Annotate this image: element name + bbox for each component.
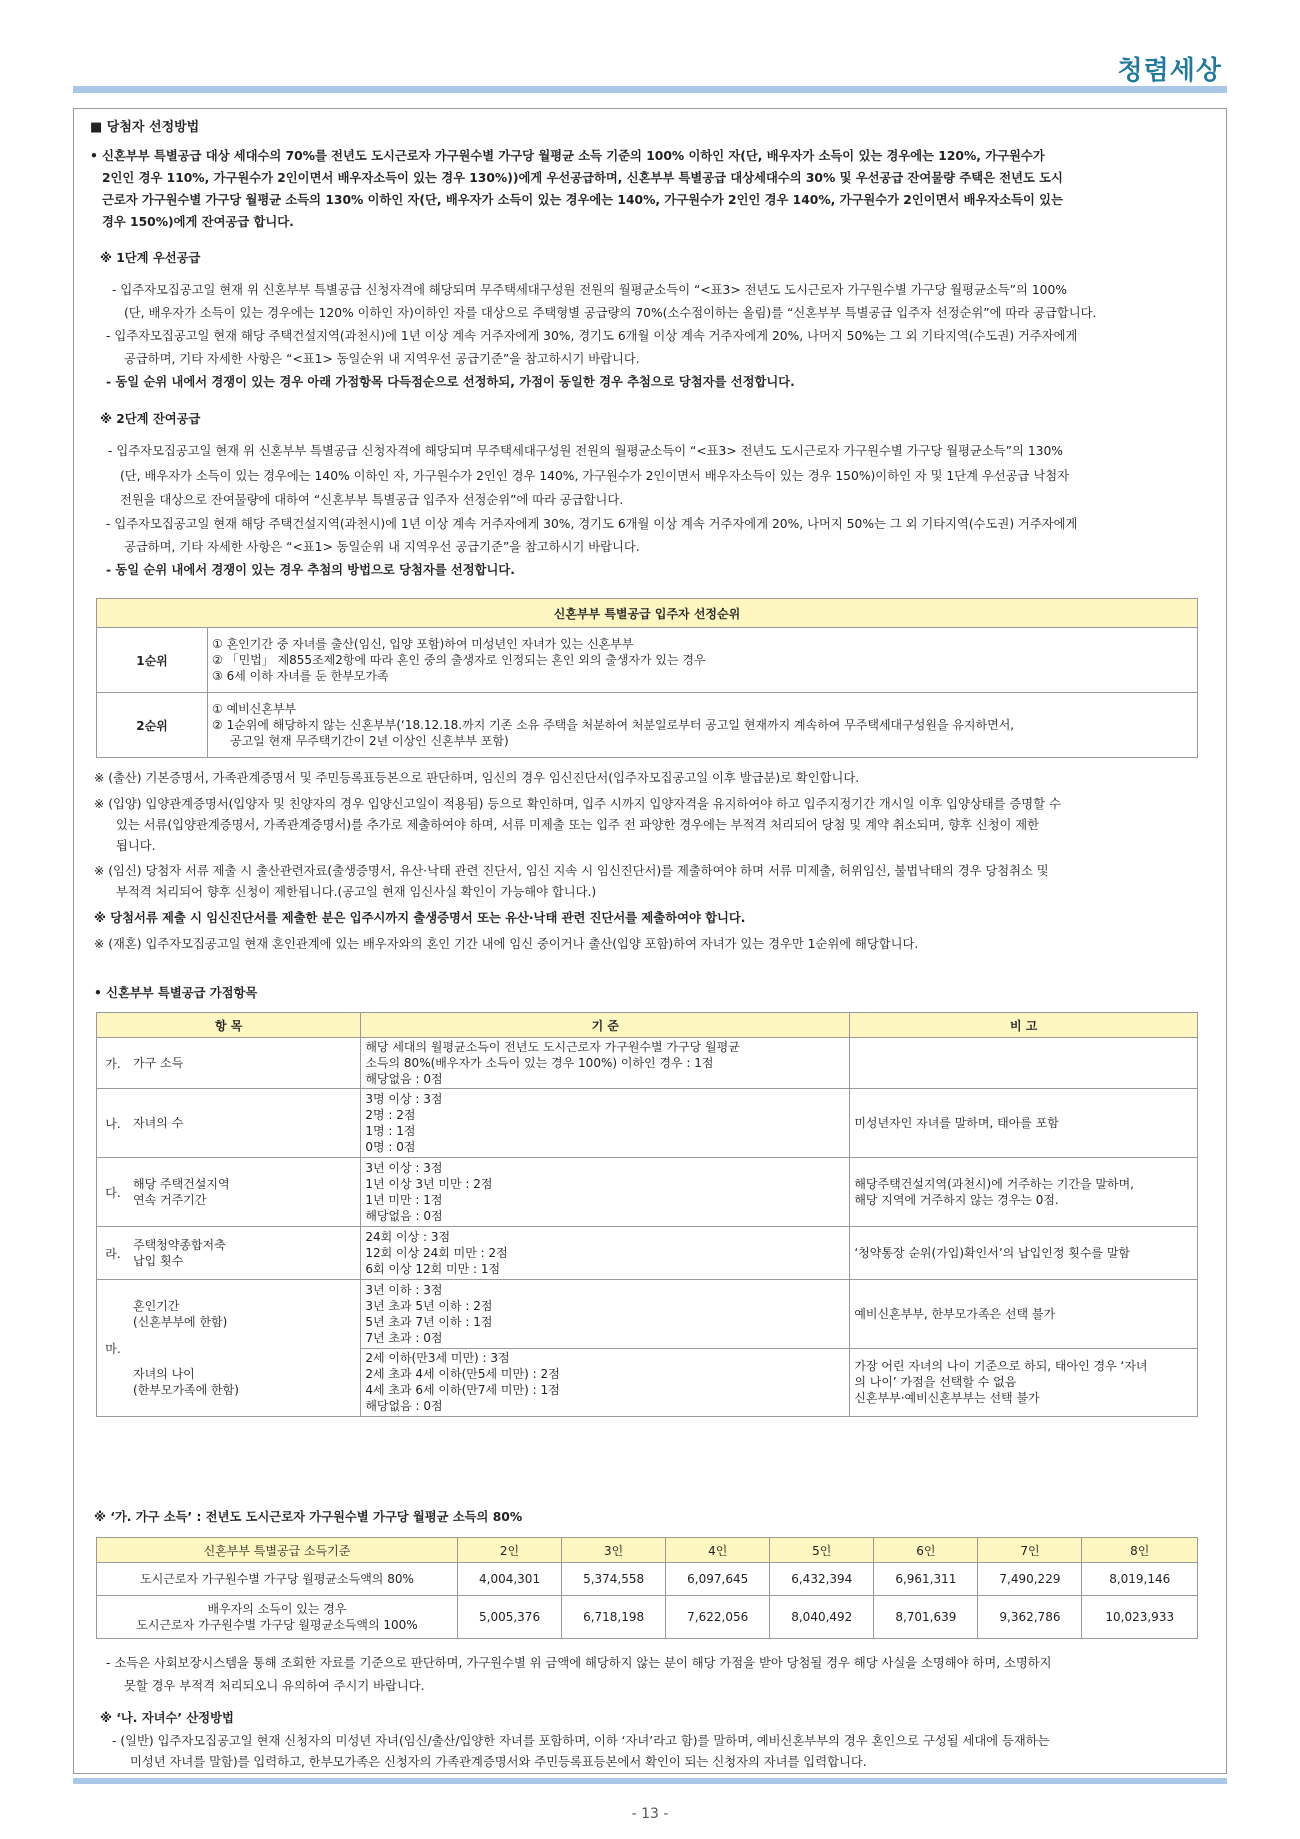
- table-row: [97, 693, 1198, 758]
- rank-label: 2순위: [97, 693, 208, 758]
- item-note: [850, 1280, 1198, 1349]
- table-row: [97, 1280, 1198, 1349]
- table-row: [97, 1158, 1198, 1227]
- item-label: [129, 1089, 361, 1158]
- item-note: [850, 1038, 1198, 1089]
- item-label-text: (신혼부부에 한함): [133, 1315, 228, 1329]
- top-bar: [73, 86, 1227, 93]
- note-line: 미성년자인 자녀를 말하며, 태아를 포함: [854, 1116, 1059, 1130]
- col-header: 비 고: [850, 1013, 1198, 1038]
- item-label: [129, 1038, 361, 1089]
- income-value: 4,004,301: [458, 1563, 562, 1596]
- intro-line: 근로자 가구원수별 가구당 월평균 소득의 130% 이하인 자(단, 배우자가 소득이 있는 경우에는 140%, 가구원수가 2인인 경우 140%, 가구원수가 2인이면서 배우자소득이 있는: [102, 193, 1063, 207]
- rank-item: ③ 6세 이하 자녀를 둔 한부모가족: [212, 669, 389, 683]
- rank-item: ① 혼인기간 중 자녀를 출산(임신, 입양 포함)하여 미성년인 자녀가 있는 신혼부부: [212, 637, 634, 651]
- table-row: [97, 1348, 1198, 1417]
- children-line: 미성년 자녀를 말함)를 입력하고, 한부모가족은 신청자의 가족관계증명서와 주민등록표등본에서 확인이 되는 신청자의 자녀를 입력합니다.: [130, 1755, 867, 1769]
- criteria-line: 해당없음 : 0점: [365, 1209, 443, 1223]
- row-label: [97, 1596, 458, 1639]
- note-line: 해당주택건설지역(과천시)에 거주하는 기간을 말하며,: [854, 1177, 1134, 1191]
- criteria-line: 6회 이상 12회 미만 : 1점: [365, 1262, 501, 1276]
- rank-item: ② 1순위에 해당하지 않는 신혼부부(‘18.12.18.까지 기존 소유 주택을 처분하여 처분일로부터 공고일 현재까지 계속하여 무주택세대구성원을 유지하면서,: [212, 718, 1015, 732]
- stage1-line: 공급하며, 기타 자세한 사항은 “<표1> 동일순위 내 지역우선 공급기준”을 참고하시기 바랍니다.: [124, 352, 640, 366]
- page-number: - 13 -: [631, 1806, 669, 1822]
- item-no: 나.: [97, 1089, 130, 1158]
- points-title: • 신혼부부 특별공급 가점항목: [94, 986, 258, 1000]
- note-line: 부적격 처리되어 향후 신청이 제한됩니다.(공고일 현재 임신사실 확인이 가능해야 합니다.): [116, 885, 597, 899]
- income-value: 6,097,645: [666, 1563, 770, 1596]
- item-note: [850, 1089, 1198, 1158]
- stage2-line: (단, 배우자가 소득이 있는 경우에는 140% 이하인 자, 가구원수가 2인인 경우 140%, 가구원수가 2인이면서 배우자소득이 있는 경우 150%)이하인 자 및 1단계 우선공급 낙첨자: [120, 469, 1069, 483]
- children-title: ※ ‘나. 자녀수’ 산정방법: [100, 1711, 234, 1725]
- col-header: 3인: [562, 1538, 666, 1563]
- item-no: 마.: [97, 1280, 130, 1417]
- rank-items: [208, 693, 1198, 758]
- stage2-line: - 입주자모집공고일 현재 해당 주택건설지역(과천시)에 1년 이상 계속 거주자에게 30%, 경기도 6개월 이상 계속 거주자에게 20%, 나머지 50%는 그 외 기타지역(수도권) 거주자에게: [106, 517, 1078, 531]
- criteria-line: 1명 : 1점: [365, 1124, 416, 1138]
- rank-table-header: 신혼부부 특별공급 입주자 선정순위: [97, 599, 1198, 628]
- item-no: 다.: [97, 1158, 130, 1227]
- col-header: 기 준: [361, 1013, 850, 1038]
- criteria-line: 2명 : 2점: [365, 1108, 416, 1122]
- income-value: 7,490,229: [978, 1563, 1082, 1596]
- stage2-line: 전원을 대상으로 잔여물량에 대하여 “신혼부부 특별공급 입주자 선정순위”에 따라 공급합니다.: [120, 493, 624, 507]
- note-line: ※ 당첨서류 제출 시 임신진단서를 제출한 분은 입주시까지 출생증명서 또는 유산·낙태 관련 진단서를 제출하여야 합니다.: [94, 911, 746, 925]
- stage2-line: - 입주자모집공고일 현재 위 신혼부부 특별공급 신청자격에 해당되며 무주택세대구성원 전원의 월평균소득이 “<표3> 전년도 도시근로자 가구원수별 가구당 월평균소득”의 130%: [108, 444, 1063, 458]
- income-value: 6,432,394: [770, 1563, 874, 1596]
- rank-items: [208, 628, 1198, 693]
- income-title: ※ ‘가. 가구 소득’ : 전년도 도시근로자 가구원수별 가구당 월평균 소득의 80%: [94, 1510, 523, 1524]
- income-value: 8,701,639: [874, 1596, 978, 1639]
- income-value: 8,019,146: [1082, 1563, 1198, 1596]
- item-criteria: [361, 1158, 850, 1227]
- stage2-title: ※ 2단계 잔여공급: [100, 412, 201, 426]
- children-line: - (일반) 입주자모집공고일 현재 신청자의 미성년 자녀(임신/출산/입양한 자녀를 포함하며, 이하 ‘자녀’라고 함)를 말하며, 예비신혼부부의 경우 혼인으로 구성될 세대에 등재하는: [112, 1734, 1050, 1748]
- item-label: [129, 1158, 361, 1227]
- row-label-text: 배우자의 소득이 있는 경우: [207, 1602, 347, 1616]
- table-row: [97, 628, 1198, 693]
- criteria-line: 해당 세대의 월평균소득이 전년도 도시근로자 가구원수별 가구당 월평균: [365, 1040, 740, 1054]
- income-note: - 소득은 사회보장시스템을 통해 조회한 자료를 기준으로 판단하며, 가구원수별 위 금액에 해당하지 않는 분이 해당 가점을 받아 당첨될 경우 해당 사실을 소명해야 하며, 소명하지: [106, 1656, 1052, 1670]
- item-label-text: 주택청약종합저축: [133, 1238, 226, 1252]
- item-label-text: 자녀의 수: [133, 1116, 184, 1130]
- note-line: 예비신혼부부, 한부모가족은 선택 불가: [854, 1306, 1056, 1321]
- criteria-line: 12회 이상 24회 미만 : 2점: [365, 1246, 508, 1260]
- item-note: [850, 1158, 1198, 1227]
- criteria-line: 24회 이상 : 3점: [365, 1230, 451, 1244]
- col-header: 5인: [770, 1538, 874, 1563]
- criteria-line: 해당없음 : 0점: [365, 1072, 443, 1086]
- intro-line: 2인인 경우 110%, 가구원수가 2인이면서 배우자소득이 있는 경우 130%))에게 우선공급하며, 신혼부부 특별공급 대상세대수의 30% 및 우선공급 잔여물량 주택은 전년도 도시: [102, 171, 1063, 185]
- income-value: 6,718,198: [562, 1596, 666, 1639]
- criteria-line: 7년 초과 : 0점: [365, 1330, 443, 1345]
- item-label-text: 연속 거주기간: [133, 1193, 207, 1207]
- stage1-line: - 입주자모집공고일 현재 해당 주택건설지역(과천시)에 1년 이상 계속 거주자에게 30%, 경기도 6개월 이상 계속 거주자에게 20%, 나머지 50%는 그 외 기타지역(수도권) 거주자에게: [106, 329, 1078, 343]
- item-criteria: [361, 1348, 850, 1417]
- intro-line: • 신혼부부 특별공급 대상 세대수의 70%를 전년도 도시근로자 가구원수별 가구당 월평균 소득 기준의 100% 이하인 자(단, 배우자가 소득이 있는 경우에는 120%, 가구원수가: [90, 149, 1045, 163]
- bottom-bar: [73, 1778, 1227, 1784]
- logo: 청렴세상: [1117, 56, 1222, 86]
- points-table: [96, 1012, 1198, 1417]
- stage1-title: ※ 1단계 우선공급: [100, 251, 201, 265]
- criteria-line: 3년 이상 : 3점: [365, 1161, 443, 1175]
- criteria-line: 0명 : 0점: [365, 1140, 416, 1154]
- note-line: ※ (임신) 당첨자 서류 제출 시 출산관련자료(출생증명서, 유산·낙태 관련 진단서, 임신 지속 시 임신진단서)를 제출하여야 하며 서류 미제출, 허위임신, 불법낙태의 경우 당첨취소 및: [94, 864, 1049, 878]
- stage2-line: - 동일 순위 내에서 경쟁이 있는 경우 추첨의 방법으로 당첨자를 선정합니다.: [106, 563, 515, 577]
- col-header: 신혼부부 특별공급 소득기준: [97, 1538, 458, 1563]
- item-label-text: 혼인기간: [133, 1299, 180, 1313]
- income-value: 7,622,056: [666, 1596, 770, 1639]
- col-header: 8인: [1082, 1538, 1198, 1563]
- criteria-line: 2세 초과 4세 이하(만5세 미만) : 2점: [365, 1367, 560, 1382]
- income-value: 10,023,933: [1082, 1596, 1198, 1639]
- rank-item: 공고일 현재 무주택기간이 2년 이상인 신혼부부 포함): [230, 734, 509, 748]
- criteria-line: 해당없음 : 0점: [365, 1399, 443, 1414]
- income-value: 8,040,492: [770, 1596, 874, 1639]
- stage2-line: 공급하며, 기타 자세한 사항은 “<표1> 동일순위 내 지역우선 공급기준”을 참고하시기 바랍니다.: [124, 540, 640, 554]
- item-no: 가.: [97, 1038, 130, 1089]
- note-line: 가장 어린 자녀의 나이 기준으로 하되, 태아인 경우 ‘자녀: [854, 1359, 1148, 1374]
- item-label-text: 자녀의 나이: [133, 1367, 195, 1381]
- table-row: [97, 1563, 1198, 1596]
- item-criteria: [361, 1227, 850, 1280]
- note-line: 해당 지역에 거주하지 않는 경우는 0점.: [854, 1193, 1059, 1207]
- rank-item: ① 예비신혼부부: [212, 702, 297, 716]
- note-line: 신혼부부·예비신혼부부는 선택 불가: [854, 1391, 1040, 1406]
- income-value: 5,374,558: [562, 1563, 666, 1596]
- criteria-line: 3년 초과 5년 이하 : 2점: [365, 1298, 493, 1313]
- col-header: 항 목: [97, 1013, 361, 1038]
- col-header: 6인: [874, 1538, 978, 1563]
- criteria-line: 4세 초과 6세 이하(만7세 미만) : 1점: [365, 1383, 560, 1398]
- rank-item: ② 「민법」 제855조제2항에 따라 혼인 중의 출생자로 인정되는 혼인 외의 출생자가 있는 경우: [212, 653, 706, 667]
- row-label-text: 도시근로자 가구원수별 가구당 월평균소득액의 80%: [140, 1572, 414, 1586]
- income-value: 9,362,786: [978, 1596, 1082, 1639]
- col-header: 4인: [666, 1538, 770, 1563]
- criteria-line: 2세 이하(만3세 미만) : 3점: [365, 1351, 510, 1366]
- income-note: 못할 경우 부적격 처리되오니 유의하여 주시기 바랍니다.: [124, 1679, 425, 1693]
- table-row: [97, 1596, 1198, 1639]
- item-label: [129, 1280, 361, 1349]
- item-label: [129, 1227, 361, 1280]
- row-label: [97, 1563, 458, 1596]
- table-row: [97, 1038, 1198, 1089]
- note-line: 의 나이’ 가점을 선택할 수 없음: [854, 1375, 1017, 1390]
- stage1-line: - 동일 순위 내에서 경쟁이 있는 경우 아래 가점항목 다득점순으로 선정하되, 가점이 동일한 경우 추첨으로 당첨자를 선정합니다.: [106, 375, 795, 389]
- note-line: 있는 서류(입양관계증명서, 가족관계증명서)를 추가로 제출하여야 하며, 서류 미제출 또는 입주 전 파양한 경우에는 부적격 처리되어 당첨 및 계약 취소되며, 향후 신청이 제한: [116, 818, 1040, 832]
- criteria-line: 5년 초과 7년 이하 : 1점: [365, 1314, 493, 1329]
- criteria-line: 3년 이하 : 3점: [365, 1282, 443, 1297]
- criteria-line: 1년 미만 : 1점: [365, 1193, 443, 1207]
- stage1-line: (단, 배우자가 소득이 있는 경우에는 120% 이하인 자)이하인 자를 대상으로 주택형별 공급량의 70%(소수점이하는 올림)를 “신혼부부 특별공급 입주자 선정순위”에 따라 공급합니다.: [124, 306, 1097, 320]
- item-note: [850, 1227, 1198, 1280]
- note-line: ‘청약통장 순위(가입)확인서’의 납입인정 횟수를 말함: [854, 1246, 1131, 1260]
- criteria-line: 소득의 80%(배우자가 소득이 있는 경우 100%) 이하인 경우 : 1점: [365, 1056, 714, 1070]
- note-line: ※ (출산) 기본증명서, 가족관계증명서 및 주민등록표등본으로 판단하며, 임신의 경우 임신진단서(입주자모집공고일 이후 발급분)로 확인합니다.: [94, 771, 860, 785]
- item-note: [850, 1348, 1198, 1417]
- criteria-line: 1년 이상 3년 미만 : 2점: [365, 1177, 493, 1191]
- item-criteria: [361, 1038, 850, 1089]
- col-header: 2인: [458, 1538, 562, 1563]
- item-label-text: (한부모가족에 한함): [133, 1383, 239, 1397]
- income-value: 6,961,311: [874, 1563, 978, 1596]
- income-value: 5,005,376: [458, 1596, 562, 1639]
- item-label-text: 가구 소득: [133, 1056, 184, 1070]
- item-label: [129, 1348, 361, 1417]
- rank-table: [96, 598, 1198, 758]
- table-row: [97, 1227, 1198, 1280]
- intro-line: 경우 150%)에게 잔여공급 합니다.: [102, 215, 294, 229]
- table-row: [97, 1089, 1198, 1158]
- item-no: 라.: [97, 1227, 130, 1280]
- note-line: ※ (입양) 입양관계증명서(입양자 및 친양자의 경우 입양신고일이 적용됨) 등으로 확인하며, 입주 시까지 입양자격을 유지하여야 하고 입주지정기간 개시일 이후 입양상태를 증명할 수: [94, 797, 1061, 811]
- item-label-text: 납입 횟수: [133, 1254, 184, 1268]
- item-criteria: [361, 1280, 850, 1349]
- note-line: ※ (재혼) 입주자모집공고일 현재 혼인관계에 있는 배우자와의 혼인 기간 내에 임신 중이거나 출산(입양 포함)하여 자녀가 있는 경우만 1순위에 해당합니다.: [94, 937, 919, 951]
- stage1-line: - 입주자모집공고일 현재 위 신혼부부 특별공급 신청자격에 해당되며 무주택세대구성원 전원의 월평균소득이 “<표3> 전년도 도시근로자 가구원수별 가구당 월평균소득”의 100%: [112, 283, 1067, 297]
- income-table: [96, 1537, 1198, 1639]
- row-label-text: 도시근로자 가구원수별 가구당 월평균소득액의 100%: [136, 1618, 418, 1632]
- col-header: 7인: [978, 1538, 1082, 1563]
- criteria-line: 3명 이상 : 3점: [365, 1092, 443, 1106]
- item-label-text: 해당 주택건설지역: [133, 1177, 230, 1191]
- section-title: ■ 당첨자 선정방법: [90, 120, 200, 135]
- item-criteria: [361, 1089, 850, 1158]
- note-line: 됩니다.: [116, 839, 156, 853]
- rank-label: 1순위: [97, 628, 208, 693]
